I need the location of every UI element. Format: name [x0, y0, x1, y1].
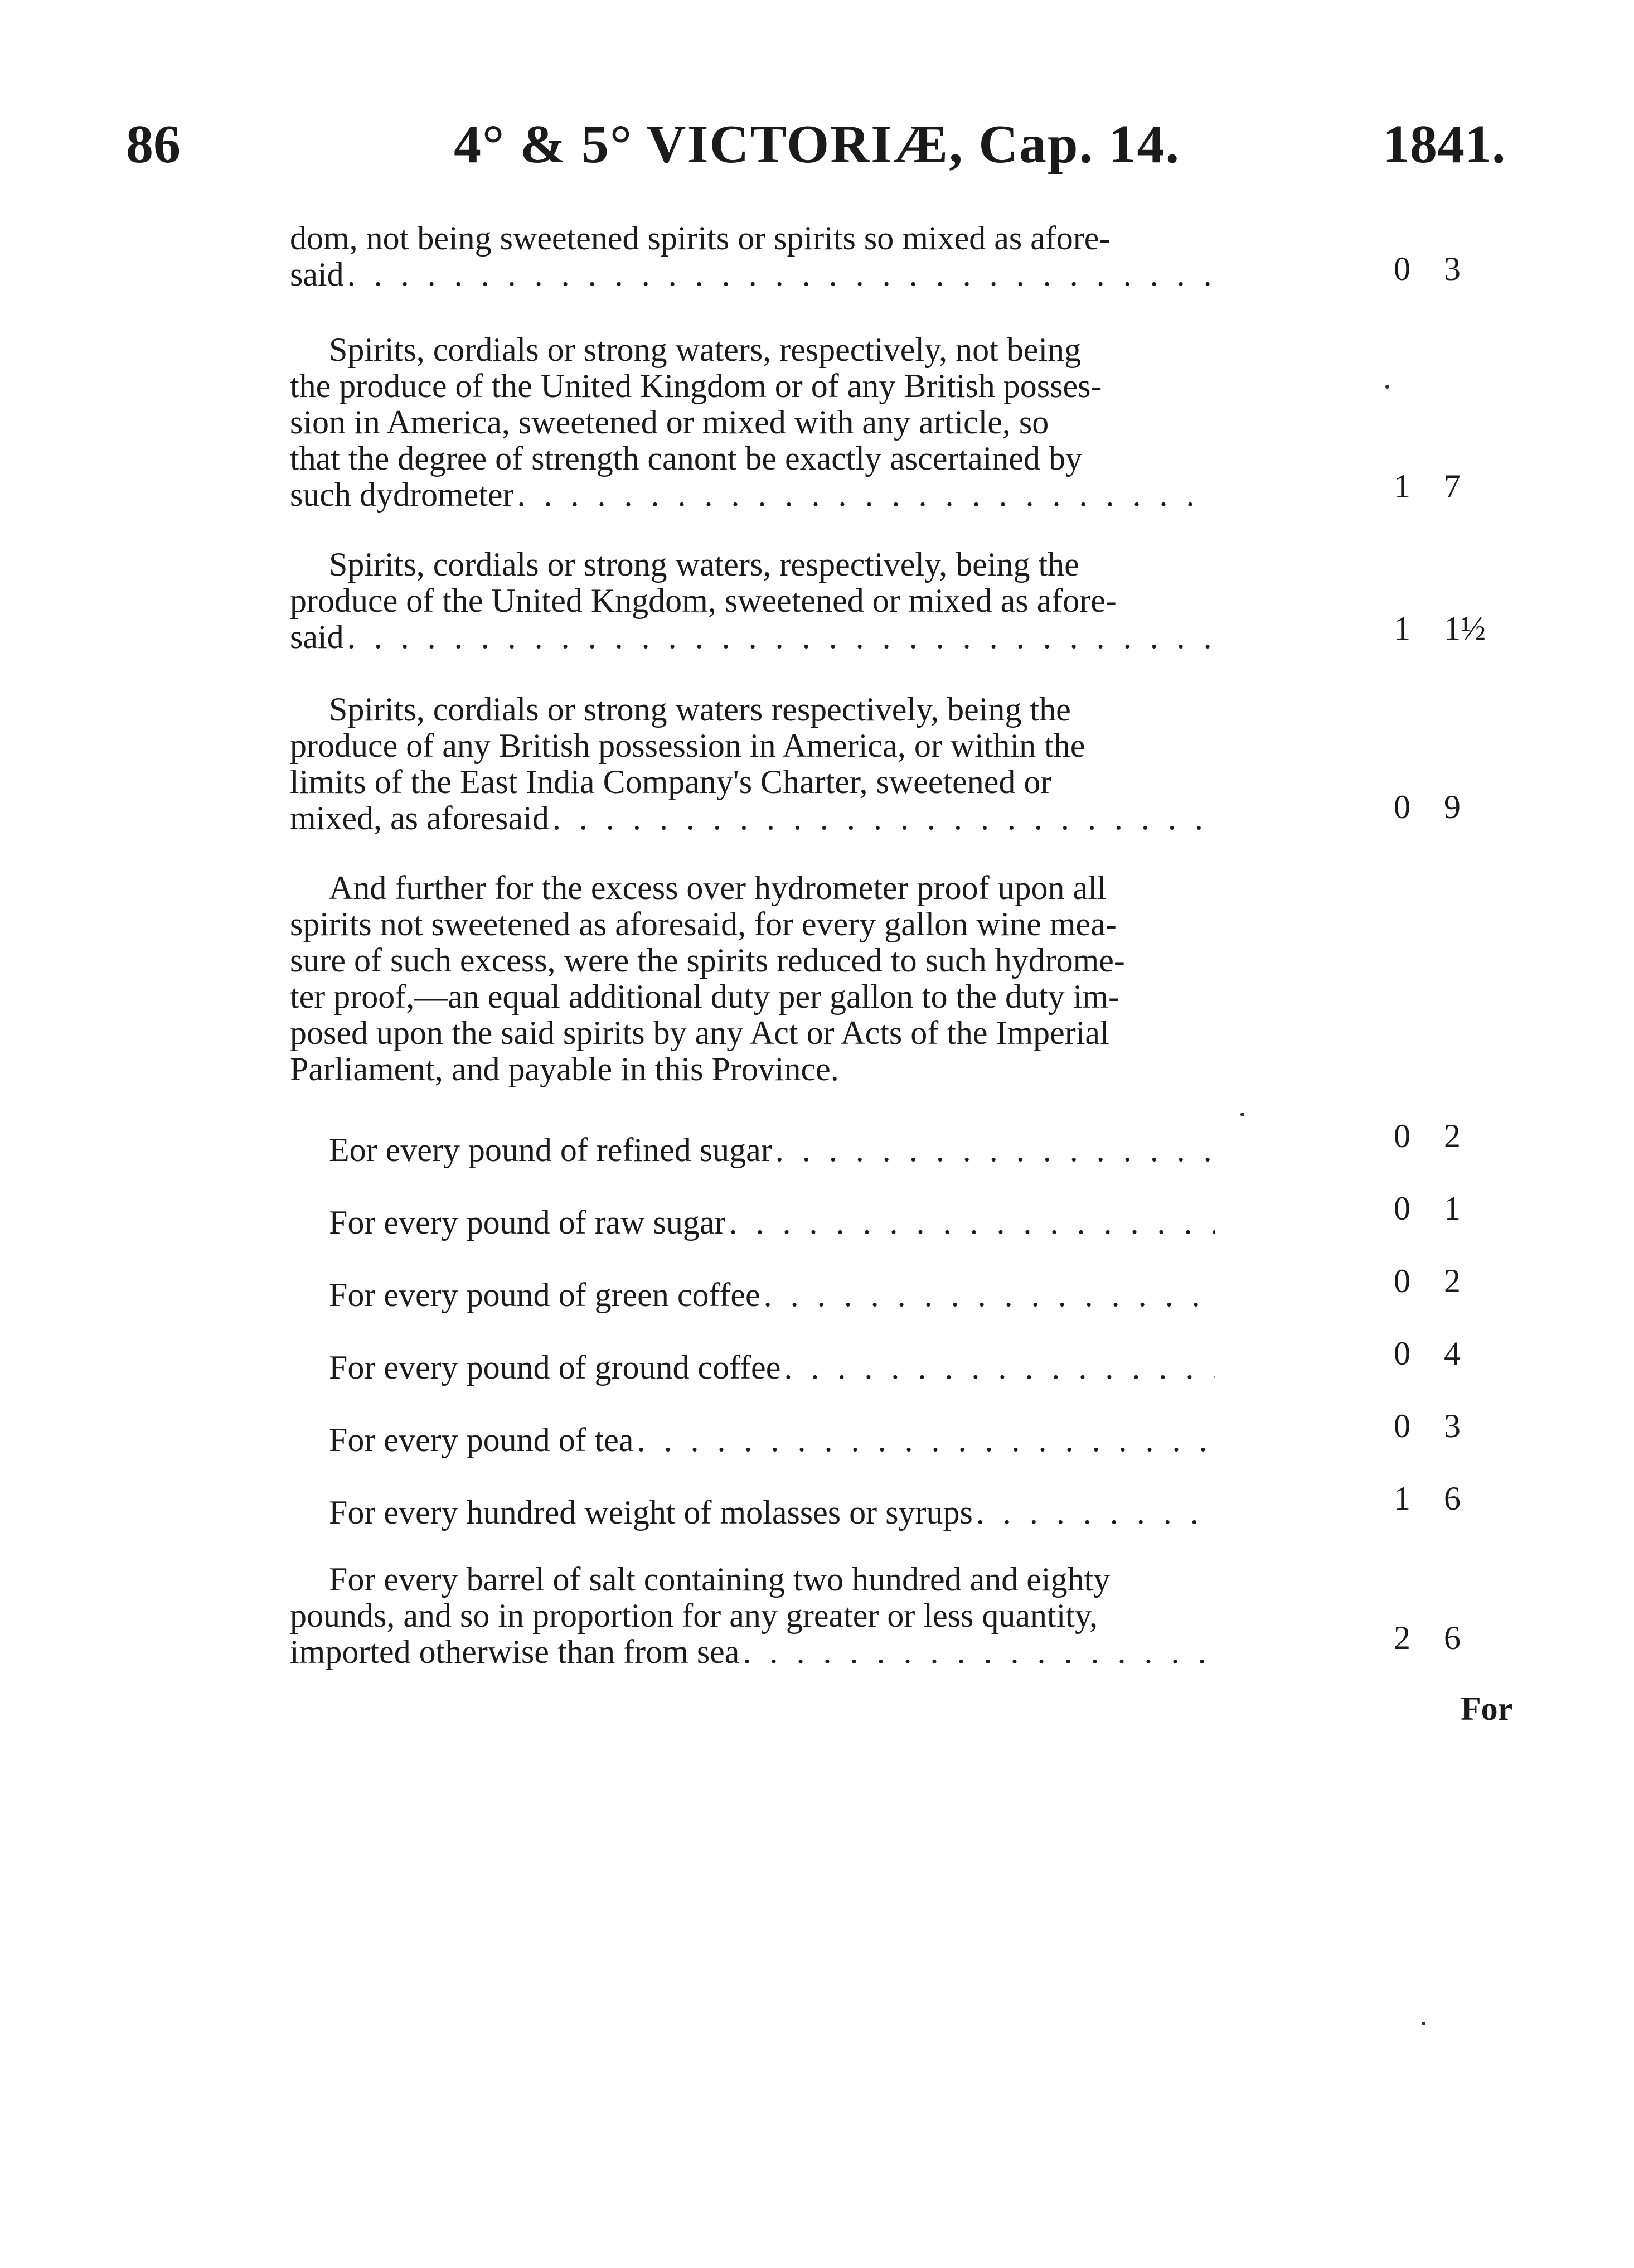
entry-last-line	[290, 619, 1215, 655]
shillings-value: 0	[1394, 789, 1410, 825]
item-text: For every pound of tea	[329, 1421, 634, 1458]
duty-amount	[1394, 1118, 1505, 1154]
duty-amount	[1394, 1481, 1505, 1517]
duty-entry	[290, 220, 1215, 293]
ink-speck	[1240, 1113, 1244, 1116]
entry-last-line	[290, 800, 1215, 836]
entry-line: produce of the United Kngdom, sweetened or mixed as afore-	[290, 582, 1117, 619]
ink-speck	[1385, 385, 1389, 389]
entry-line: sion in America, sweetened or mixed with any article, so	[290, 404, 1049, 441]
pence-value: 2	[1444, 1118, 1461, 1154]
running-title: 4° & 5° VICTORIÆ, Cap. 14.	[454, 114, 1180, 175]
duty-amount	[1394, 789, 1505, 825]
duty-amount	[1394, 251, 1505, 287]
entry-last-text: imported otherwise than from sea	[290, 1633, 740, 1670]
duty-item	[329, 1350, 1215, 1386]
dot-leader	[637, 1422, 1215, 1458]
paragraph-line: ter proof,—an equal additional duty per gallon to the duty im-	[290, 978, 1119, 1015]
paragraph-line: And further for the excess over hydrometer proof upon all	[329, 869, 1107, 906]
ink-speck	[1422, 2022, 1425, 2025]
duty-amount	[1394, 1336, 1505, 1372]
duty-amount	[1394, 611, 1505, 647]
entry-last-text: said	[290, 618, 344, 655]
dot-leader	[784, 1350, 1215, 1386]
duty-entry	[290, 547, 1215, 655]
dot-leader	[729, 1205, 1215, 1241]
duty-item	[329, 1495, 1215, 1531]
dot-leader	[517, 477, 1215, 513]
entry-last-text: such dydrometer	[290, 476, 514, 513]
entry-last-line	[290, 1634, 1215, 1670]
shillings-value: 0	[1394, 1263, 1410, 1299]
page-year: 1841.	[1383, 114, 1506, 175]
page-number: 86	[126, 114, 181, 175]
entry-last-text: said	[290, 256, 344, 293]
duty-entry	[290, 332, 1215, 513]
pence-value: 7	[1444, 468, 1461, 505]
duty-amount	[1394, 1263, 1505, 1299]
dot-leader	[764, 1277, 1215, 1313]
item-text: For every pound of green coffee	[329, 1276, 760, 1313]
pence-value: 6	[1444, 1480, 1461, 1517]
entry-line: pounds, and so in proportion for any greater or less quantity,	[290, 1597, 1098, 1634]
duty-amount	[1394, 468, 1505, 505]
duty-amount	[1394, 1408, 1505, 1444]
entry-line: that the degree of strength canont be exactly ascertained by	[290, 440, 1083, 477]
item-text: Eor every pound of refined sugar	[329, 1131, 772, 1168]
paragraph-line: Parliament, and payable in this Province.	[290, 1051, 839, 1087]
duty-item	[329, 1132, 1215, 1168]
shillings-value: 0	[1394, 1335, 1410, 1372]
pence-value: 3	[1444, 1408, 1461, 1444]
entry-last-line	[290, 477, 1215, 513]
dot-leader	[775, 1132, 1215, 1168]
pence-value: 9	[1444, 789, 1461, 825]
duty-entry	[290, 691, 1215, 836]
duty-item	[329, 1422, 1215, 1458]
dot-leader	[552, 800, 1215, 836]
entry-line: Spirits, cordials or strong waters, respectively, being the	[329, 546, 1079, 583]
entry-line: For every barrel of salt containing two hundred and eighty	[329, 1561, 1111, 1598]
dot-leader	[347, 257, 1215, 293]
paragraph-line: posed upon the said spirits by any Act or Acts of the Imperial	[290, 1014, 1109, 1051]
pence-value: 4	[1444, 1335, 1461, 1372]
duty-item	[329, 1205, 1215, 1241]
entry-line: dom, not being sweetened spirits or spirits so mixed as afore-	[290, 220, 1111, 257]
pence-value: 1½	[1444, 610, 1486, 647]
entry-line: the produce of the United Kingdom or of any British posses-	[290, 367, 1102, 404]
shillings-value: 0	[1394, 1118, 1410, 1154]
entry-line: Spirits, cordials or strong waters respectively, being the	[329, 691, 1071, 728]
entry-last-line	[290, 257, 1215, 293]
shillings-value: 1	[1394, 468, 1410, 505]
shillings-value: 0	[1394, 1408, 1410, 1444]
dot-leader	[347, 619, 1215, 655]
catchword: For	[1461, 1690, 1513, 1727]
duty-item	[329, 1277, 1215, 1313]
paragraph-line: spirits not sweetened as aforesaid, for every gallon wine mea-	[290, 906, 1117, 942]
pence-value: 1	[1444, 1190, 1461, 1227]
entry-line: Spirits, cordials or strong waters, respectively, not being	[329, 331, 1082, 368]
shillings-value: 0	[1394, 250, 1410, 287]
duty-amount	[1394, 1620, 1505, 1656]
entry-line: limits of the East India Company's Charter, sweetened or	[290, 763, 1052, 800]
pence-value: 3	[1444, 250, 1461, 287]
pence-value: 6	[1444, 1619, 1461, 1656]
paragraph-line: sure of such excess, were the spirits reduced to such hydrome-	[290, 942, 1125, 979]
dot-leader	[976, 1495, 1215, 1531]
item-text: For every pound of ground coffee	[329, 1349, 781, 1386]
item-text: For every pound of raw sugar	[329, 1204, 726, 1241]
entry-last-text: mixed, as aforesaid	[290, 800, 549, 836]
shillings-value: 0	[1394, 1190, 1410, 1227]
shillings-value: 1	[1394, 610, 1410, 647]
excess-duty-paragraph	[290, 870, 1215, 1087]
shillings-value: 1	[1394, 1480, 1410, 1517]
dot-leader	[743, 1634, 1215, 1670]
duty-amount	[1394, 1191, 1505, 1227]
entry-line: produce of any British possession in America, or within the	[290, 727, 1085, 764]
shillings-value: 2	[1394, 1619, 1410, 1656]
item-text: For every hundred weight of molasses or syrups	[329, 1494, 973, 1531]
pence-value: 2	[1444, 1263, 1461, 1299]
duty-entry	[290, 1561, 1215, 1670]
